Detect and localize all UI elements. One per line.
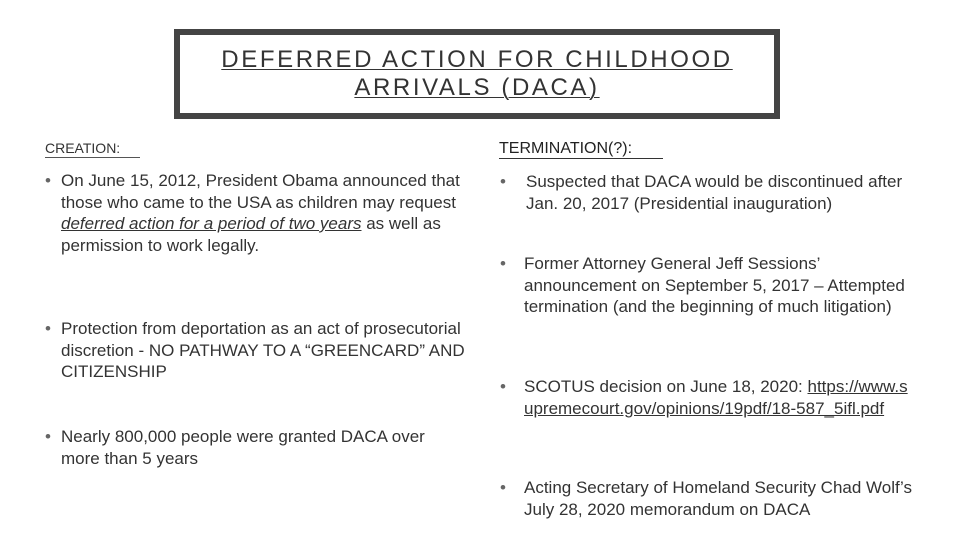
bullet-dot: • xyxy=(500,254,506,273)
bullet-dot: • xyxy=(500,377,506,396)
termination-bullet-2-text: Former Attorney General Jeff Sessions’ announcement on September 5, 2017 – Attempted termination (and the beginning of much litigation) xyxy=(524,254,905,316)
creation-bullet-3 xyxy=(45,426,465,469)
termination-bullet-3-text xyxy=(500,376,910,419)
termination-bullet-4 xyxy=(500,477,920,520)
termination-bullet-3-before: SCOTUS decision on June 18, 2020: xyxy=(524,377,808,396)
title-line-2: ARRIVALS (DACA) xyxy=(354,74,600,101)
bullet-dot: • xyxy=(45,171,51,190)
creation-heading: CREATION: xyxy=(45,140,140,158)
scotus-opinion-link[interactable]: https://www.supremecourt.gov/opinions/19pdf/18-587_5ifl.pdf xyxy=(524,377,908,418)
creation-bullet-1-emphasis: deferred action for a period of two years xyxy=(61,214,362,233)
termination-bullet-2 xyxy=(500,253,910,318)
creation-bullet-1 xyxy=(45,170,465,256)
creation-bullet-1-after: as well as permission to work legally. xyxy=(61,214,441,255)
bullet-dot: • xyxy=(500,172,506,191)
page-title xyxy=(221,46,732,102)
creation-bullet-3-text: Nearly 800,000 people were granted DACA over more than 5 years xyxy=(61,427,425,468)
title-line-1: DEFERRED ACTION FOR CHILDHOOD xyxy=(221,46,733,73)
creation-bullet-1-text xyxy=(45,170,465,256)
creation-bullet-2 xyxy=(45,318,465,383)
termination-bullet-1 xyxy=(500,171,920,214)
termination-bullet-1-text: Suspected that DACA would be discontinued after Jan. 20, 2017 (Presidential inauguration) xyxy=(526,172,903,213)
bullet-dot: • xyxy=(45,319,51,338)
bullet-dot: • xyxy=(500,478,506,497)
creation-bullet-1-before: On June 15, 2012, President Obama announced that those who came to the USA as children may request xyxy=(61,171,460,212)
title-box xyxy=(174,29,780,119)
bullet-dot: • xyxy=(45,427,51,446)
creation-bullet-2-text: Protection from deportation as an act of prosecutorial discretion - NO PATHWAY TO A “GREENCARD” AND CITIZENSHIP xyxy=(61,319,465,381)
termination-bullet-3 xyxy=(500,376,910,419)
termination-heading: TERMINATION(?): xyxy=(499,141,663,159)
termination-bullet-4-text: Acting Secretary of Homeland Security Chad Wolf’s July 28, 2020 memorandum on DACA xyxy=(524,478,913,519)
